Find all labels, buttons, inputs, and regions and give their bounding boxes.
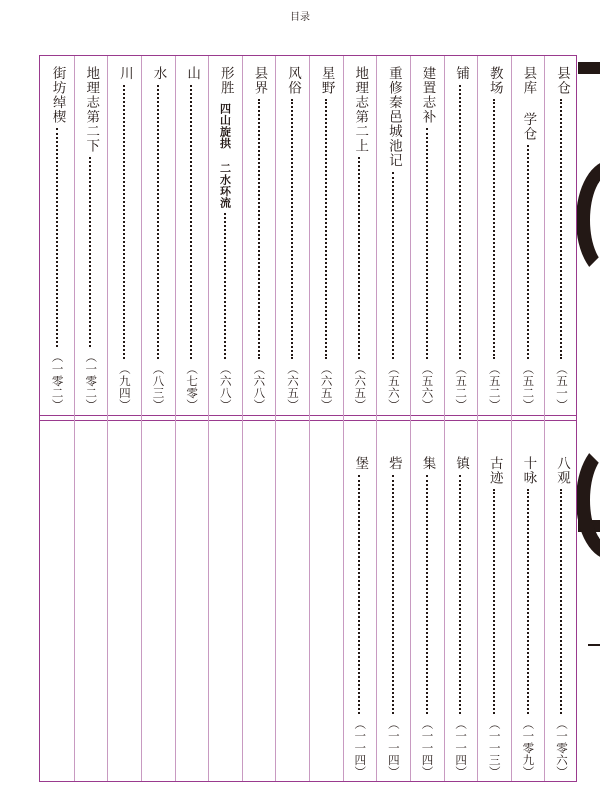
dot-leader [358, 475, 360, 715]
toc-entry[interactable] [343, 456, 376, 778]
toc-entry-title: 砦 [385, 456, 402, 471]
toc-entry[interactable] [276, 66, 309, 411]
toc-entry[interactable] [444, 456, 477, 778]
toc-entry-title: 星野 [318, 66, 335, 95]
toc-page-number: （一一四） [454, 718, 469, 778]
toc-entry[interactable] [545, 66, 578, 411]
dot-leader [493, 489, 495, 714]
toc-entry-title: 县库 学仓 [520, 66, 537, 141]
toc-page-number: （六五） [353, 363, 368, 411]
toc-page-number: （一零六） [554, 718, 569, 778]
toc-page-number: （六五） [285, 363, 300, 411]
dot-leader [358, 157, 360, 359]
toc-entry-title: 古迹 [486, 456, 503, 485]
toc-entry-title: 教场 [486, 66, 503, 95]
toc-entry-title: 地理志第二下 [83, 66, 100, 153]
toc-page-number: （五一） [554, 363, 569, 411]
toc-page-number: （五二） [521, 363, 536, 411]
toc-page-number: （六五） [319, 363, 334, 411]
dot-leader [89, 157, 91, 347]
toc-entry-title: 镇 [453, 456, 470, 471]
toc-entry[interactable] [410, 66, 443, 411]
dot-leader [493, 99, 495, 359]
toc-page-number: （五二） [487, 363, 502, 411]
toc-page-number: （六八） [218, 363, 233, 411]
toc-entry-title: 街坊绰楔 [49, 66, 66, 124]
binding-arc [576, 160, 600, 280]
toc-entry-title: 县界 [251, 66, 268, 95]
toc-page-number: （一一四） [353, 718, 368, 778]
toc-entry-title: 重修秦邑城池记 [385, 66, 402, 168]
binding-arc [576, 440, 600, 560]
toc-entry-title: 十咏 [520, 456, 537, 485]
toc-entry[interactable] [511, 66, 544, 411]
binding-mark [578, 62, 600, 74]
toc-entry[interactable] [108, 66, 141, 411]
dot-leader [392, 475, 394, 715]
dot-leader [459, 85, 461, 360]
toc-entry-title: 县仓 [553, 66, 570, 95]
toc-entry[interactable] [141, 66, 174, 411]
toc-entry[interactable] [377, 66, 410, 411]
dot-leader [527, 489, 529, 714]
toc-page-number: （一一三） [487, 718, 502, 778]
toc-entry-title: 山 [184, 66, 201, 81]
toc-entry-title: 水 [150, 66, 167, 81]
toc-entry[interactable] [74, 66, 107, 411]
toc-entry[interactable] [545, 456, 578, 778]
dot-leader [56, 128, 58, 347]
toc-entry[interactable] [309, 66, 342, 411]
toc-entry[interactable] [444, 66, 477, 411]
toc-entry[interactable] [175, 66, 208, 411]
frame-divider [40, 415, 576, 421]
toc-page-number: （一一四） [420, 718, 435, 778]
toc-entry[interactable] [477, 66, 510, 411]
toc-entry[interactable] [377, 456, 410, 778]
toc-entry[interactable] [40, 66, 73, 411]
toc-page-number: （一零九） [521, 718, 536, 778]
toc-entry-title: 风俗 [284, 66, 301, 95]
toc-entry[interactable] [410, 456, 443, 778]
dot-leader [325, 99, 327, 359]
dot-leader [291, 99, 293, 359]
toc-page-number: （六八） [252, 363, 267, 411]
toc-entry-title: 集 [419, 456, 436, 471]
dot-leader [426, 128, 428, 359]
toc-entry[interactable] [208, 66, 241, 411]
dot-leader [392, 172, 394, 360]
dot-leader [123, 85, 125, 360]
toc-page-number: （一零二） [84, 351, 99, 411]
toc-page-number: （九四） [117, 363, 132, 411]
toc-page-number: （一一四） [386, 718, 401, 778]
toc-entry[interactable] [343, 66, 376, 411]
dot-leader [560, 99, 562, 359]
dot-leader [560, 489, 562, 714]
toc-entry[interactable] [242, 66, 275, 411]
dot-leader [459, 475, 461, 715]
dot-leader [224, 213, 226, 360]
toc-entry[interactable] [511, 456, 544, 778]
toc-page-number: （八三） [151, 363, 166, 411]
toc-entry-title: 形胜 [217, 66, 234, 95]
toc-entry-title: 八观 [553, 456, 570, 485]
toc-page-number: （一零二） [50, 351, 65, 411]
dot-leader [426, 475, 428, 715]
toc-entry-title: 堡 [352, 456, 369, 471]
toc-entry-title: 川 [116, 66, 133, 81]
dot-leader [258, 99, 260, 359]
toc-page-number: （五六） [420, 363, 435, 411]
toc-entry-title: 建置志补 [419, 66, 436, 124]
dot-leader [157, 85, 159, 360]
toc-entry-title: 铺 [453, 66, 470, 81]
toc-entry-title: 地理志第二上 [352, 66, 369, 153]
toc-frame [39, 55, 577, 782]
toc-page-number: （五六） [386, 363, 401, 411]
binding-dash [588, 644, 600, 646]
toc-page-number: （七零） [185, 363, 200, 411]
toc-entry-subtitle: 四山旋拱 二水环流 [218, 103, 232, 209]
dot-leader [527, 145, 529, 359]
toc-entry[interactable] [477, 456, 510, 778]
dot-leader [190, 85, 192, 360]
page-title: 目录 [290, 12, 310, 23]
toc-page-number: （五二） [454, 363, 469, 411]
